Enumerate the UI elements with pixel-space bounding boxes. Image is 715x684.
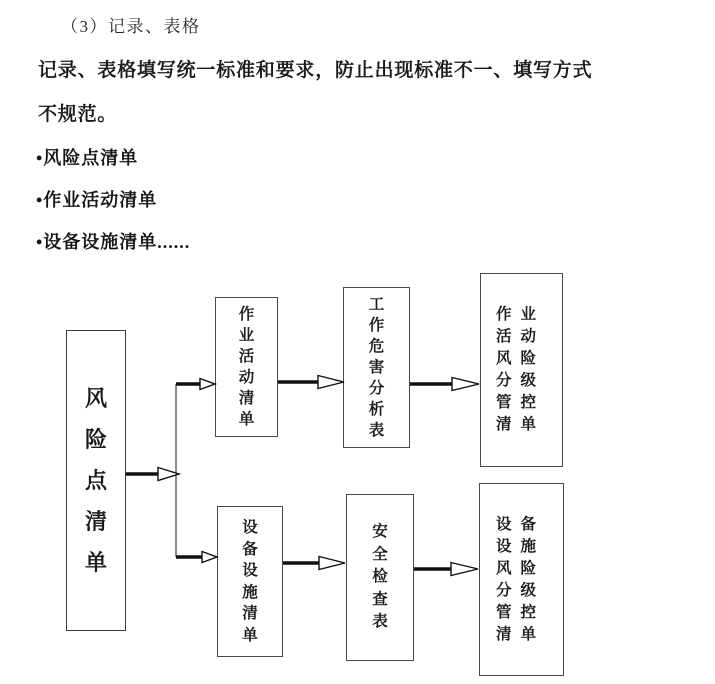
arrow-equipment-to-checklist: [283, 557, 345, 570]
flow-node-work-activity-list: [215, 297, 278, 437]
bullet-item-equipment: •设备设施清单......: [36, 232, 191, 252]
arrow-work-activity-to-jha: [278, 376, 344, 389]
flow-node-label: 工作危害分析表: [368, 296, 385, 439]
flow-node-label: 设备设施风险分级管控清单: [496, 515, 546, 643]
flow-node-label: 安全检查表: [372, 523, 388, 631]
flow-node-label: 风险点清单: [84, 386, 107, 575]
flow-node-equipment-facility-control-list: [479, 483, 564, 676]
flow-node-label: 作业活动清单: [238, 306, 255, 428]
paragraph-line-1: 记录、表格填写统一标准和要求，防止出现标准不一、填写方式: [38, 60, 593, 81]
bullet-item-work-activity: •作业活动清单: [36, 190, 158, 210]
section-heading: （3）记录、表格: [61, 17, 201, 36]
flow-node-label: 设备设施清单: [242, 519, 258, 644]
flow-node-equipment-facility-list: [217, 506, 283, 657]
flow-node-label: 作业活动风险分级管控清单: [496, 306, 546, 433]
arrow-junction-to-equipment: [176, 552, 217, 563]
paragraph-line-2: 不规范。: [38, 104, 118, 125]
flow-node-job-hazard-analysis: [343, 287, 410, 448]
flow-node-safety-checklist: [346, 494, 414, 661]
arrow-checklist-to-equipment-control: [414, 563, 478, 576]
arrow-jha-to-work-control: [410, 378, 479, 391]
flow-node-risk-point-list: [66, 330, 126, 631]
arrow-junction-to-work-activity: [176, 379, 215, 390]
bullet-item-risk-point: •风险点清单: [36, 148, 139, 168]
flow-node-work-activity-control-list: [480, 273, 563, 467]
arrow-risk-to-junction: [126, 468, 179, 481]
